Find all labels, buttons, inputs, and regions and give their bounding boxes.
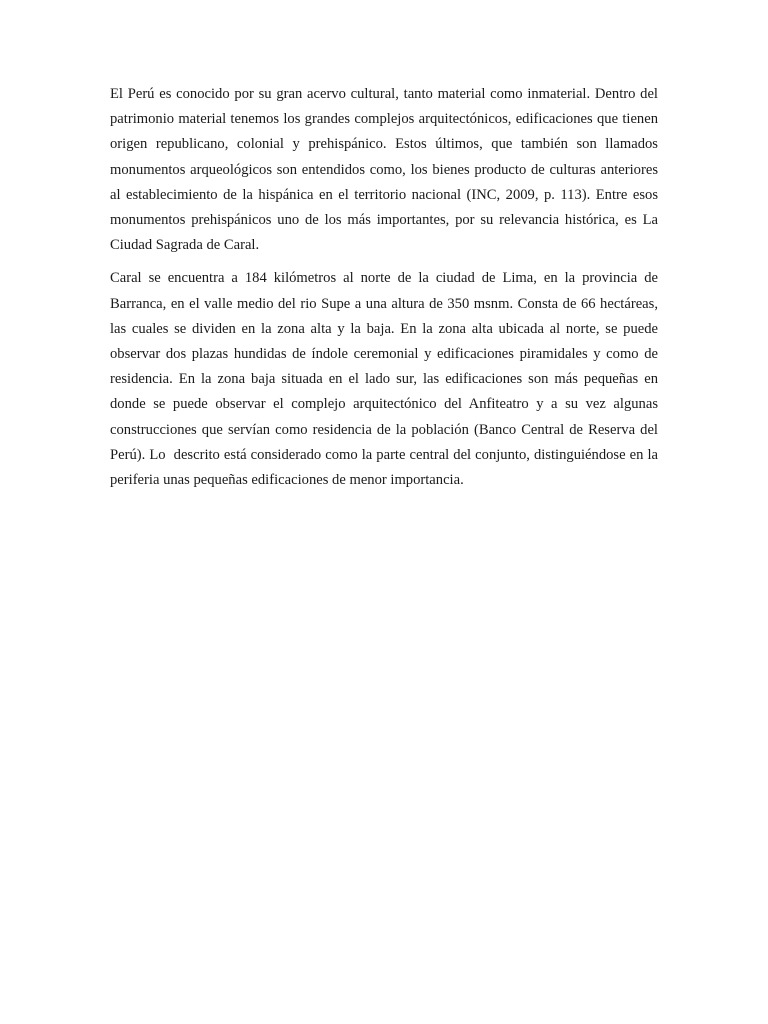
paragraph-caral-location: Caral se encuentra a 184 kilómetros al norte de la ciudad de Lima, en la provincia de Barranca, en el valle medio del rio Supe a una altura de 350 msnm. Consta de 66 hectáreas, las cuales se dividen en la zona alta y la baja. En la zona alta ubicada al norte, se puede observar dos plazas hundidas de índole ceremonial y edificaciones piramidales y como de residencia. En la zona baja situada en el lado sur, las edificaciones son más pequeñas en donde se puede observar el complejo arquitectónico del Anfiteatro y a su vez algunas construcciones que servían como residencia de la población (Banco Central de Reserva del Perú). Lo descrito está considerado como la parte central del conjunto, distinguiéndose en la periferia unas pequeñas edificaciones de menor importancia. xyxy=(110,270,662,489)
document-body xyxy=(110,82,662,493)
paragraph-peru-heritage: El Perú es conocido por su gran acervo cultural, tanto material como inmaterial. Dentro del patrimonio material tenemos los grandes complejos arquitectónicos, edificaciones que tienen origen republicano, colonial y prehispánico. Estos últimos, que también son llamados monumentos arqueológicos son entendidos como, los bienes producto de culturas anteriores al establecimiento de la hispánica en el territorio nacional (INC, 2009, p. 113). Entre esos monumentos prehispánicos uno de los más importantes, por su relevancia histórica, es La Ciudad Sagrada de Caral. xyxy=(110,86,662,254)
